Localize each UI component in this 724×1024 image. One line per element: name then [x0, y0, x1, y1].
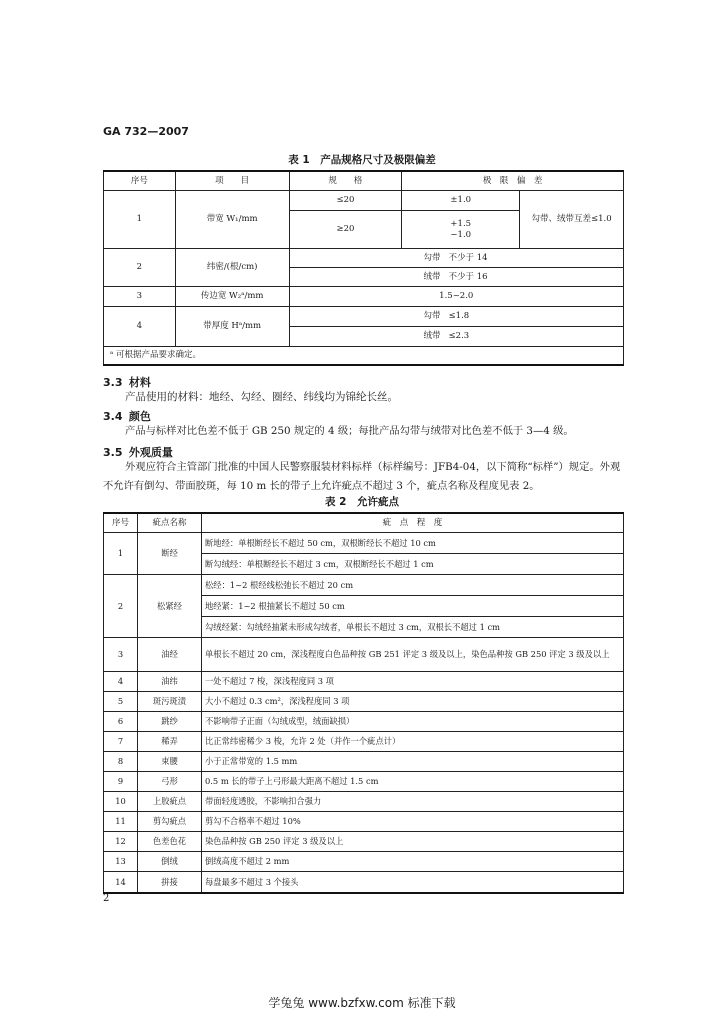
table1 [103, 170, 624, 366]
table2-row3-detail1: 单根长不超过 20 cm，深浅程度白色品种按 GB 251 评定 3 级及以上，染色品种按 GB 250 评定 3 级及以上 [202, 638, 624, 672]
section-3-4-number: 3.4 [103, 410, 123, 423]
table1-row4-a [289, 307, 623, 327]
page-number: 2 [103, 893, 110, 904]
table-row [104, 307, 624, 327]
table2-row6-name: 跳纱 [138, 712, 202, 732]
table1-row2-item: 纬密/(根/cm) [175, 249, 289, 287]
table-row [104, 752, 624, 772]
table2-row2-detail1: 松经：1~2 根经线松弛长不超过 20 cm [202, 575, 624, 596]
table2-row5-name: 斑污斑渍 [138, 692, 202, 712]
table2-row9-detail1: 0.5 m 长的带子上弓形最大距离不超过 1.5 cm [202, 772, 624, 792]
table1-row2-b-value: 不少于 16 [448, 271, 488, 282]
table-row [104, 772, 624, 792]
footer-watermark: 学兔兔 www.bzfxw.com 标准下载 [268, 996, 456, 1010]
table2 [103, 512, 624, 894]
table1-row4-b-label: 绒带 [423, 331, 441, 342]
table2-row7-detail1: 比正常纬密稀少 3 梭，允许 2 处（并作一个疵点计） [202, 732, 624, 752]
table1-header-spec: 规 格 [289, 171, 402, 191]
table2-row10-detail1: 带面轻度透胶，不影响扣合强力 [202, 792, 624, 812]
table1-row2-a-value: 不少于 14 [448, 252, 488, 263]
table2-row4-name: 油纬 [138, 672, 202, 692]
table-row [104, 191, 624, 211]
table1-row1-dev-b-upper: +1.5 [450, 218, 472, 229]
table1-row1-dev-a: ±1.0 [402, 191, 520, 211]
table2-row4-no: 4 [104, 672, 138, 692]
table-row [104, 533, 624, 554]
table-row [104, 872, 624, 893]
table2-caption: 表 2 允许疵点 [325, 496, 399, 508]
table2-row3-name: 油经 [138, 638, 202, 672]
table2-row13-name: 倒绒 [138, 852, 202, 872]
table1-row1-spec-b: ≥20 [289, 211, 402, 249]
table1-row2-no: 2 [104, 249, 176, 287]
section-3-4-body: 产品与标样对比色差不低于 GB 250 规定的 4 级；每批产品勾带与绒带对比色差不低于 3—4 级。 [125, 425, 574, 437]
table1-row2-a [289, 249, 623, 268]
table1-row4-item: 带厚度 Hᵃ/mm [175, 307, 289, 347]
table1-header-no: 序号 [104, 171, 176, 191]
table2-row1-detail2: 断勾绒经：单根断经长不超过 3 cm，双根断经长不超过 1 cm [202, 554, 624, 575]
table2-row10-no: 10 [104, 792, 138, 812]
table2-row11-detail1: 剪勾不合格率不超过 10% [202, 812, 624, 832]
table-row [104, 638, 624, 672]
standard-code: GA 732—2007 [103, 125, 189, 138]
table2-row12-name: 色差色花 [138, 832, 202, 852]
table2-row5-detail1: 大小不超过 0.3 cm²，深浅程度同 3 项 [202, 692, 624, 712]
table-row [104, 672, 624, 692]
table1-row4-a-label: 勾带 [423, 311, 441, 322]
section-3-3-body: 产品使用的材料：地经、勾经、圈经、纬线均为锦纶长丝。 [125, 391, 398, 403]
table1-row4-b-value: ≤2.3 [448, 331, 470, 342]
table1-row1-remark: 勾带、绒带互差≤1.0 [520, 191, 624, 249]
table1-header-deviation: 极 限 偏 差 [402, 171, 624, 191]
table-row [104, 692, 624, 712]
table2-row13-detail1: 倒绒高度不超过 2 mm [202, 852, 624, 872]
table-row [104, 812, 624, 832]
table-row [104, 287, 624, 307]
table2-row6-no: 6 [104, 712, 138, 732]
table1-row3-value: 1.5~2.0 [289, 287, 623, 307]
table-row [104, 575, 624, 596]
table1-caption: 表 1 产品规格尺寸及极限偏差 [288, 154, 436, 166]
section-3-5-body: 外观应符合主管部门批准的中国人民警察服装材料标样（标样编号：JFB4-04，以下简称“标样”）规定。外观不允许有倒勾、带面胶斑，每 10 m 长的带子上允许疵点不超过 3 个，疵点名称及程度见表 2。 [103, 461, 621, 492]
table-row [104, 792, 624, 812]
table2-row8-detail1: 小于正常带宽的 1.5 mm [202, 752, 624, 772]
table2-row2-detail2: 地经紧：1~2 根抽紧长不超过 50 cm [202, 596, 624, 617]
section-3-3-title: 材料 [128, 376, 151, 389]
table1-row4-b [289, 327, 623, 347]
table2-row12-no: 12 [104, 832, 138, 852]
table1-row1-dev-b [402, 211, 520, 249]
table2-row2-no: 2 [104, 575, 138, 638]
table1-row1-dev-b-lower: −1.0 [450, 229, 472, 240]
table1-header-item: 项 目 [175, 171, 289, 191]
table2-row11-no: 11 [104, 812, 138, 832]
table2-row8-name: 束腰 [138, 752, 202, 772]
section-3-4-title: 颜色 [128, 410, 151, 423]
section-3-5-number: 3.5 [103, 446, 123, 459]
table1-note: ᵃ 可根据产品要求确定。 [104, 347, 624, 365]
table2-row14-detail1: 每盘最多不超过 3 个接头 [202, 872, 624, 893]
section-3-3-number: 3.3 [103, 376, 123, 389]
table1-header-row [104, 171, 624, 191]
table2-row4-detail1: 一处不超过 7 梭，深浅程度同 3 项 [202, 672, 624, 692]
table2-row1-detail1: 断地经：单根断经长不超过 50 cm，双根断经长不超过 10 cm [202, 533, 624, 554]
table-row [104, 732, 624, 752]
table2-row7-no: 7 [104, 732, 138, 752]
table-row [104, 249, 624, 268]
table-row [104, 712, 624, 732]
table2-row6-detail1: 不影响带子正面（勾绒成型，绒面缺损） [202, 712, 624, 732]
table2-row2-detail3: 勾绒经紧：勾绒经抽紧未形成勾绒者，单根长不超过 3 cm，双根长不超过 1 cm [202, 617, 624, 638]
table2-row12-detail1: 染色品种按 GB 250 评定 3 级及以上 [202, 832, 624, 852]
table2-row9-name: 弓形 [138, 772, 202, 792]
table1-row2-a-label: 勾带 [423, 252, 441, 263]
table-row [104, 832, 624, 852]
table1-row4-a-value: ≤1.8 [448, 311, 470, 322]
section-3-5-title: 外观质量 [128, 446, 173, 459]
table2-row7-name: 稀弄 [138, 732, 202, 752]
table2-header-degree: 疵 点 程 度 [202, 513, 624, 533]
table2-header-name: 疵点名称 [138, 513, 202, 533]
table1-row2-b-label: 绒带 [423, 271, 441, 282]
table1-row1-item: 带宽 W₁/mm [175, 191, 289, 249]
table2-row10-name: 上胶疵点 [138, 792, 202, 812]
table1-row1-no: 1 [104, 191, 176, 249]
table2-row3-no: 3 [104, 638, 138, 672]
table2-row14-name: 拼接 [138, 872, 202, 893]
table2-row1-name: 断经 [138, 533, 202, 575]
table2-row13-no: 13 [104, 852, 138, 872]
table2-row5-no: 5 [104, 692, 138, 712]
table2-row9-no: 9 [104, 772, 138, 792]
table1-row4-no: 4 [104, 307, 176, 347]
table2-row14-no: 14 [104, 872, 138, 893]
table2-row1-no: 1 [104, 533, 138, 575]
table1-row1-spec-a: ≤20 [289, 191, 402, 211]
table2-header-no: 序号 [104, 513, 138, 533]
table1-row3-no: 3 [104, 287, 176, 307]
table1-row3-item: 传边宽 W₂ᵃ/mm [175, 287, 289, 307]
table2-header-row [104, 513, 624, 533]
table1-note-row [104, 347, 624, 365]
table2-row8-no: 8 [104, 752, 138, 772]
table2-row2-name: 松紧经 [138, 575, 202, 638]
table-row [104, 852, 624, 872]
table2-row11-name: 剪勾疵点 [138, 812, 202, 832]
table1-row2-b [289, 268, 623, 287]
